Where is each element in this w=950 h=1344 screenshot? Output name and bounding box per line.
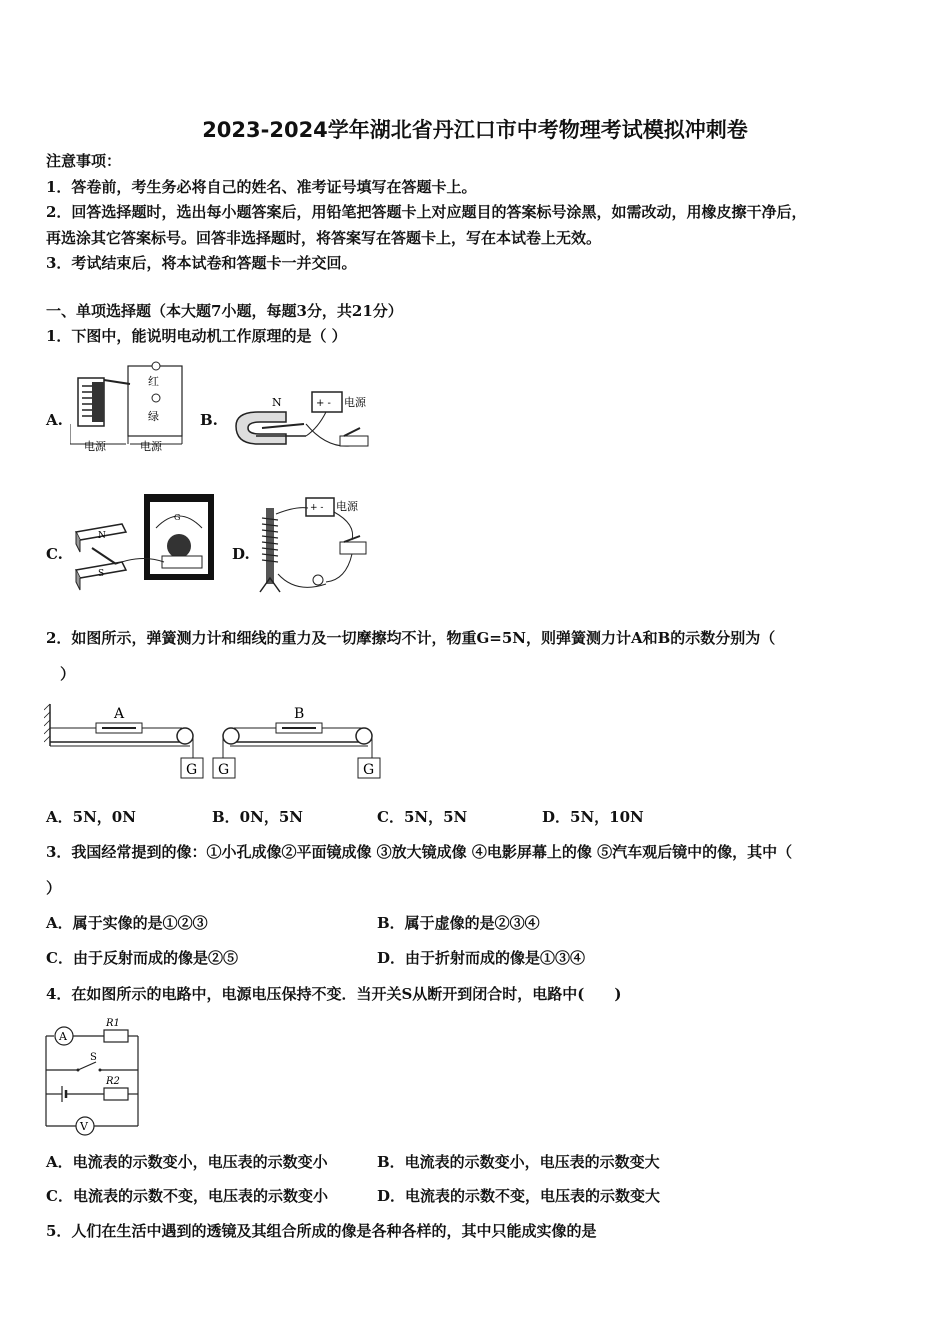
question-1-stem: 1．下图中，能说明电动机工作原理的是（ ）: [46, 327, 347, 345]
spring-scale-figure: [44, 700, 384, 784]
notice-item: 1．答卷前，考生务必将自己的姓名、准考证号填写在答题卡上。: [46, 178, 477, 196]
fig-a-red-label: 红: [148, 375, 159, 388]
question-2-stem-end: ）: [60, 665, 76, 683]
q2-option-d: D．5N，10N: [542, 808, 644, 826]
q3-option-c: C．由于反射而成的像是②⑤: [46, 949, 238, 967]
weight-g-label-2: G: [218, 762, 230, 778]
q4-option-c: C．电流表的示数不变，电压表的示数变小: [46, 1187, 328, 1205]
r2-label: R2: [106, 1076, 120, 1087]
motor-principle-figure: [226, 388, 376, 458]
weight-g-label-1: G: [186, 762, 198, 778]
fig-b-n-label: N: [272, 396, 282, 409]
fig-a-power2-label: 电源: [140, 440, 162, 453]
fig-a-green-label: 绿: [148, 410, 159, 423]
question-5-stem: 5．人们在生活中遇到的透镜及其组合所成的像是各种各样的，其中只能成实像的是: [46, 1222, 597, 1240]
notice-item: 2．回答选择题时，选出每小题答案后，用铅笔把答题卡上对应题目的答案标号涂黑，如需改动，用橡皮擦干净后，: [46, 203, 807, 221]
q3-option-d: D．由于折射而成的像是①③④: [377, 949, 586, 967]
weight-g-label-3: G: [363, 762, 375, 778]
circuit-figure: [42, 1016, 146, 1140]
q1-option-b-label: B.: [200, 411, 218, 429]
electromagnet-figure: [256, 494, 371, 600]
question-3-stem-end: ）: [46, 879, 62, 897]
switch-label: S: [90, 1052, 97, 1063]
svg-text:+ -: + -: [316, 398, 331, 409]
fig-d-power-label: 电源: [336, 500, 358, 513]
page-title: 2023-2024学年湖北省丹江口市中考物理考试模拟冲刺卷: [202, 118, 748, 142]
question-2-stem: 2．如图所示，弹簧测力计和细线的重力及一切摩擦均不计，物重G=5N，则弹簧测力计A和B的示数分别为（: [46, 629, 776, 647]
q1-option-a-label: A.: [46, 411, 63, 429]
notice-item: 3．考试结束后，将本试卷和答题卡一并交回。: [46, 254, 357, 272]
fig-c-g-label: G: [174, 513, 181, 522]
q1-option-c-label: C.: [46, 545, 63, 563]
voltmeter-label: V: [80, 1120, 88, 1133]
q2-option-a: A．5N，0N: [46, 808, 136, 826]
r1-label: R1: [106, 1018, 120, 1029]
fig-c-s-label: S: [98, 569, 105, 579]
question-3-stem: 3．我国经常提到的像：①小孔成像②平面镜成像 ③放大镜成像 ④电影屏幕上的像 ⑤汽车观后镜中的像，其中（: [46, 843, 793, 861]
ammeter-label: A: [59, 1030, 67, 1043]
q3-option-b: B．属于虚像的是②③④: [377, 914, 540, 932]
fig-a-power1-label: 电源: [84, 440, 106, 453]
electromagnetic-relay-figure: [70, 358, 185, 454]
q4-option-b: B．电流表的示数变小，电压表的示数变大: [377, 1153, 660, 1171]
spring-scale-a-label: A: [114, 706, 125, 722]
q4-option-d: D．电流表的示数不变，电压表的示数变大: [377, 1187, 661, 1205]
q2-option-c: C．5N，5N: [377, 808, 468, 826]
galvanometer-figure: [72, 492, 222, 592]
q2-option-b: B．0N，5N: [212, 808, 303, 826]
q1-option-d-label: D.: [232, 545, 250, 563]
section-heading: 一、单项选择题（本大题7小题，每题3分，共21分）: [46, 302, 403, 320]
q3-option-a: A．属于实像的是①②③: [46, 914, 208, 932]
spring-scale-b-label: B: [294, 706, 305, 722]
fig-b-power-label: 电源: [344, 396, 366, 409]
q4-option-a: A．电流表的示数变小，电压表的示数变小: [46, 1153, 328, 1171]
question-4-stem: 4．在如图所示的电路中，电源电压保持不变．当开关S从断开到闭合时，电路中( ): [46, 985, 622, 1003]
notice-item: 再选涂其它答案标号。回答非选择题时，将答案写在答题卡上，写在本试卷上无效。: [46, 229, 602, 247]
svg-text:+ -: + -: [310, 503, 324, 513]
notice-heading: 注意事项：: [46, 152, 122, 170]
fig-c-n-label: N: [98, 531, 106, 541]
